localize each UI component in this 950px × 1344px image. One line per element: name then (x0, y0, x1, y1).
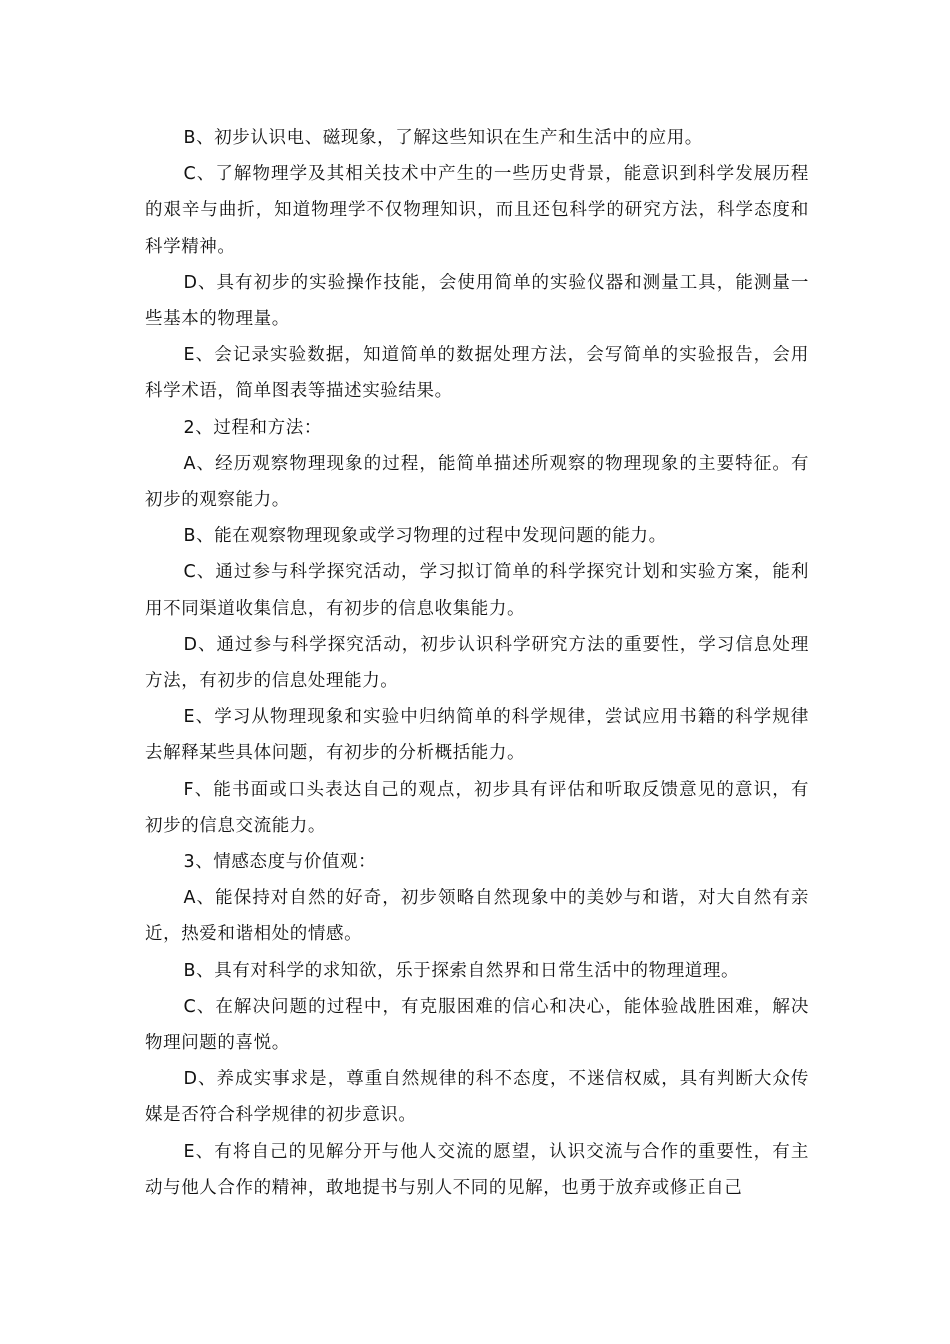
paragraph: C、了解物理学及其相关技术中产生的一些历史背景，能意识到科学发展历程的艰辛与曲折，知道物理学不仅物理知识，而且还包科学的研究方法，科学态度和科学精神。 (145, 164, 809, 257)
section-heading: 2、过程和方法： (183, 417, 322, 438)
paragraph: B、初步认识电、磁现象，了解这些知识在生产和生活中的应用。 (183, 128, 703, 148)
paragraph: A、能保持对自然的好奇，初步领略自然现象中的美妙与和谐，对大自然有亲近，热爱和谐相处的情感。 (145, 888, 809, 945)
paragraph: A、经历观察物理现象的过程，能简单描述所观察的物理现象的主要特征。有初步的观察能力。 (145, 453, 809, 511)
paragraph: B、具有对科学的求知欲，乐于探索自然界和日常生活中的物理道理。 (183, 960, 740, 981)
paragraph: E、学习从物理现象和实验中归纳简单的科学规律，尝试应用书籍的科学规律去解释某些具体问题，有初步的分析概括能力。 (145, 707, 809, 764)
paragraph: C、在解决问题的过程中，有克服困难的信心和决心，能体验战胜困难，解决物理问题的喜悦。 (145, 996, 809, 1054)
paragraph: D、通过参与科学探究活动，初步认识科学研究方法的重要性，学习信息处理方法，有初步的信息处理能力。 (145, 634, 809, 692)
document-page (145, 120, 809, 1206)
paragraph: C、通过参与科学探究活动，学习拟订简单的科学探究计划和实验方案，能利用不同渠道收集信息，有初步的信息收集能力。 (145, 562, 809, 619)
paragraph: D、具有初步的实验操作技能，会使用简单的实验仪器和测量工具，能测量一些基本的物理量。 (145, 272, 809, 330)
paragraph: B、能在观察物理现象或学习物理的过程中发现问题的能力。 (183, 526, 667, 547)
paragraph: F、能书面或口头表达自己的观点，初步具有评估和听取反馈意见的意识，有初步的信息交流能力。 (145, 779, 809, 836)
paragraph: D、养成实事求是，尊重自然规律的科不态度，不迷信权威，具有判断大众传媒是否符合科学规律的初步意识。 (145, 1069, 809, 1126)
paragraph: E、会记录实验数据，知道简单的数据处理方法，会写简单的实验报告，会用科学术语，简单图表等描述实验结果。 (145, 345, 809, 402)
paragraph: E、有将自己的见解分开与他人交流的愿望，认识交流与合作的重要性，有主动与他人合作的精神，敢地提书与别人不同的见解，也勇于放弃或修正自己 (145, 1141, 809, 1198)
section-heading: 3、情感态度与价值观： (183, 852, 377, 873)
